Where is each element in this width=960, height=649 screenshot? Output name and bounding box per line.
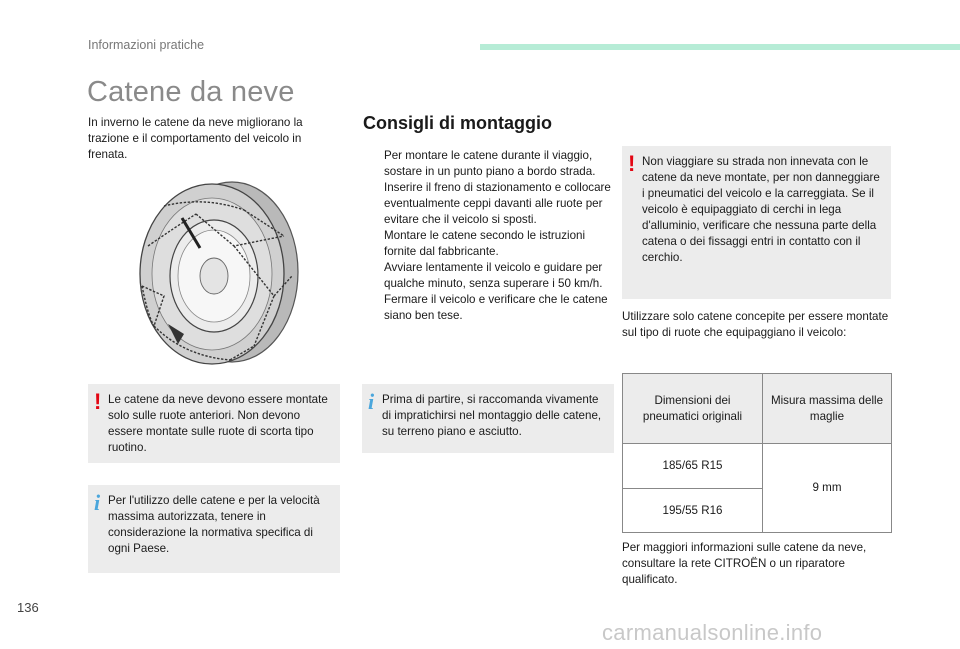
tire-size-cell: 185/65 R15 — [623, 444, 763, 489]
info-icon: i — [94, 490, 101, 515]
list-item: Avviare lentamente il veicolo e guidare per qualche minuto, senza superare i 50 km/h. — [384, 261, 603, 290]
watermark: carmanualsonline.info — [602, 620, 823, 645]
info-box-regulations — [88, 485, 340, 573]
list-item: Montare le catene secondo le istruzioni fornite dal fabbricante. — [384, 229, 586, 258]
tire-with-snow-chain-icon — [134, 176, 302, 368]
tire-size-cell: 195/55 R16 — [623, 489, 763, 533]
table-row — [623, 444, 892, 489]
list-item: Fermare il veicolo e verificare che le catene siano ben tese. — [384, 293, 608, 322]
link-size-cell: 9 mm — [763, 444, 892, 533]
mounting-steps-list — [363, 148, 619, 324]
section-header: Informazioni pratiche — [88, 38, 205, 52]
page-number: 136 — [17, 600, 39, 615]
table-header-cell: Misura massima delle maglie — [763, 374, 892, 444]
more-info-paragraph: Per maggiori informazioni sulle catene da neve, consultare la rete CITROËN o un riparatore qualificato. — [622, 541, 867, 586]
warning-box-no-snow-road — [622, 146, 891, 299]
intro-paragraph: In inverno le catene da neve migliorano la trazione e il comportamento del veicolo in frenata. — [88, 116, 303, 161]
list-item: Per montare le catene durante il viaggio, sostare in un punto piano a bordo strada. — [384, 149, 596, 178]
compatibility-paragraph: Utilizzare solo catene concepite per essere montate sul tipo di ruote che equipaggiano il veicolo: — [622, 310, 889, 339]
warning-text: Non viaggiare su strada non innevata con le catene da neve montate, per non danneggiare i pneumatici del veicolo e la carreggiata. Se il veicolo è equipaggiato di cerchi in lega d'alluminio, verificare che nessuna parte della catena o dei fissaggi entri in contatto con il cerchio. — [642, 155, 880, 264]
warning-exclamation-icon: ! — [628, 151, 636, 176]
info-box-practice — [362, 384, 614, 453]
header-accent-bar — [480, 44, 960, 50]
tire-chain-table — [622, 373, 892, 533]
warning-exclamation-icon: ! — [94, 389, 102, 414]
info-text: Prima di partire, si raccomanda vivamente di impratichirsi nel montaggio delle catene, su terreno piano e asciutto. — [382, 393, 602, 438]
list-item: Inserire il freno di stazionamento e collocare eventualmente ceppi davanti alle ruote per evitare che il veicolo si sposti. — [384, 181, 611, 226]
table-header-cell: Dimensioni dei pneumatici originali — [623, 374, 763, 444]
info-text: Per l'utilizzo delle catene e per la velocità massima autorizzata, tenere in considerazione la normativa specifica di ogni Paese. — [108, 494, 320, 555]
warning-box-front-wheels — [88, 384, 340, 463]
warning-text: Le catene da neve devono essere montate solo sulle ruote anteriori. Non devono essere montate sulle ruote di scorta tipo ruotino. — [108, 393, 328, 454]
mounting-section-title: Consigli di montaggio — [363, 113, 552, 133]
table-header-row — [623, 374, 892, 444]
page-title: Catene da neve — [87, 76, 295, 108]
info-icon: i — [368, 389, 375, 414]
